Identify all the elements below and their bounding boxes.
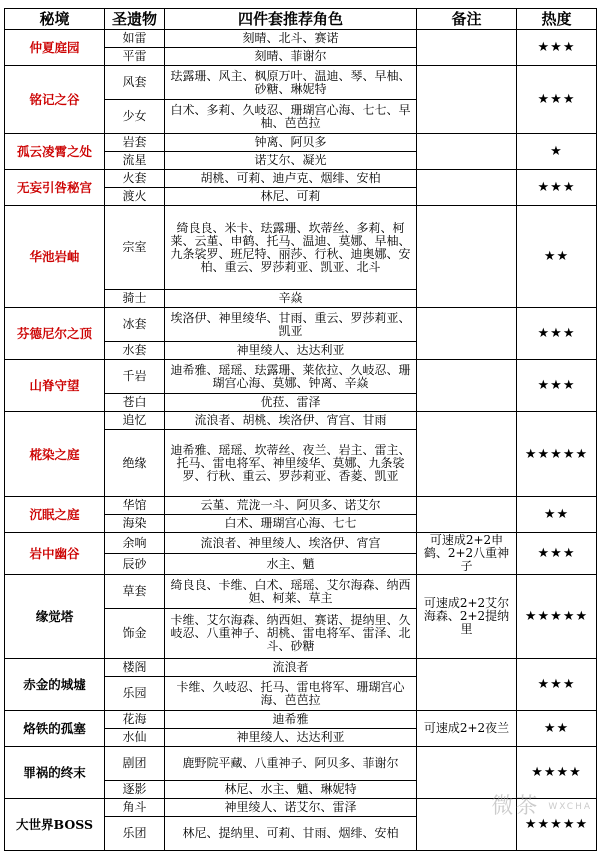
domain-name-cell: 赤金的城墟 xyxy=(5,659,105,711)
artifact-set-cell: 苍白 xyxy=(105,394,165,412)
artifact-set-cell: 水套 xyxy=(105,342,165,360)
artifact-recommendation-table xyxy=(4,8,597,851)
popularity-stars-cell: ★★★★ xyxy=(517,747,597,799)
domain-name-cell: 烙铁的孤塞 xyxy=(5,711,105,747)
artifact-set-cell: 追忆 xyxy=(105,412,165,430)
artifact-set-cell: 楼阁 xyxy=(105,659,165,677)
artifact-set-cell: 岩套 xyxy=(105,134,165,152)
recommended-characters-cell: 胡桃、可莉、迪卢克、烟绯、安柏 xyxy=(165,170,417,188)
note-cell: 可速成2+2申鹤、2+2八重神子 xyxy=(417,533,517,575)
header-recommended-characters: 四件套推荐角色 xyxy=(165,9,417,30)
popularity-stars-cell: ★ xyxy=(517,134,597,170)
recommended-characters-cell: 优菈、雷泽 xyxy=(165,394,417,412)
popularity-stars-cell: ★★ xyxy=(517,206,597,308)
artifact-set-cell: 草套 xyxy=(105,575,165,609)
domain-name-cell: 华池岩岫 xyxy=(5,206,105,308)
popularity-stars-cell: ★★★ xyxy=(517,66,597,134)
recommended-characters-cell: 林尼、水主、魈、琳妮特 xyxy=(165,781,417,799)
domain-name-cell: 芬德尼尔之顶 xyxy=(5,308,105,360)
domain-name-cell: 孤云凌霄之处 xyxy=(5,134,105,170)
recommended-characters-cell: 林尼、可莉 xyxy=(165,188,417,206)
recommended-characters-cell: 流浪者、胡桃、埃洛伊、宵宫、甘雨 xyxy=(165,412,417,430)
note-cell xyxy=(417,799,517,851)
popularity-stars-cell: ★★★ xyxy=(517,170,597,206)
artifact-set-cell: 火套 xyxy=(105,170,165,188)
table-row xyxy=(5,711,597,729)
header-domain: 秘境 xyxy=(5,9,105,30)
popularity-stars-cell: ★★★ xyxy=(517,30,597,66)
recommended-characters-cell: 白术、珊瑚宫心海、七七 xyxy=(165,515,417,533)
popularity-stars-cell: ★★★★★ xyxy=(517,799,597,851)
domain-name-cell: 无妄引咎秘宫 xyxy=(5,170,105,206)
popularity-stars-cell: ★★ xyxy=(517,711,597,747)
domain-name-cell: 铭记之谷 xyxy=(5,66,105,134)
artifact-set-cell: 饰金 xyxy=(105,609,165,659)
table-row xyxy=(5,206,597,290)
recommended-characters-cell: 迪希雅、瑶瑶、坎蒂丝、夜兰、岩主、雷主、托马、雷电将军、神里绫华、莫娜、九条裟罗、行秋、重云、罗莎莉亚、香菱、凯亚 xyxy=(165,430,417,497)
artifact-set-cell: 流星 xyxy=(105,152,165,170)
recommended-characters-cell: 神里绫人、诺艾尔、雷泽 xyxy=(165,799,417,817)
artifact-set-cell: 绝缘 xyxy=(105,430,165,497)
recommended-characters-cell: 珐露珊、风主、枫原万叶、温迪、琴、早柚、砂糖、琳妮特 xyxy=(165,66,417,100)
artifact-set-cell: 角斗 xyxy=(105,799,165,817)
recommended-characters-cell: 云堇、荒泷一斗、阿贝多、诺艾尔 xyxy=(165,497,417,515)
recommended-characters-cell: 鹿野院平藏、八重神子、阿贝多、菲谢尔 xyxy=(165,747,417,781)
recommended-characters-cell: 刻晴、菲谢尔 xyxy=(165,48,417,66)
recommended-characters-cell: 埃洛伊、神里绫华、甘雨、重云、罗莎莉亚、凯亚 xyxy=(165,308,417,342)
table-row xyxy=(5,308,597,342)
recommended-characters-cell: 刻晴、北斗、赛诺 xyxy=(165,30,417,48)
recommended-characters-cell: 白术、多莉、久岐忍、珊瑚宫心海、七七、早柚、芭芭拉 xyxy=(165,100,417,134)
note-cell xyxy=(417,30,517,66)
artifact-set-cell: 千岩 xyxy=(105,360,165,394)
artifact-set-cell: 余响 xyxy=(105,533,165,554)
table-row xyxy=(5,747,597,781)
recommended-characters-cell: 流浪者、神里绫人、埃洛伊、宵宫 xyxy=(165,533,417,554)
artifact-set-cell: 骑士 xyxy=(105,290,165,308)
artifact-set-cell: 乐园 xyxy=(105,677,165,711)
note-cell xyxy=(417,497,517,533)
note-cell xyxy=(417,659,517,711)
artifact-set-cell: 逐影 xyxy=(105,781,165,799)
note-cell xyxy=(417,170,517,206)
table-row xyxy=(5,170,597,188)
artifact-set-cell: 冰套 xyxy=(105,308,165,342)
recommended-characters-cell: 钟离、阿贝多 xyxy=(165,134,417,152)
recommended-characters-cell: 神里绫人、达达利亚 xyxy=(165,342,417,360)
header-artifact: 圣遗物 xyxy=(105,9,165,30)
recommended-characters-cell: 迪希雅 xyxy=(165,711,417,729)
domain-name-cell: 缘觉塔 xyxy=(5,575,105,659)
recommended-characters-cell: 诺艾尔、凝光 xyxy=(165,152,417,170)
artifact-set-cell: 乐团 xyxy=(105,817,165,851)
table-row xyxy=(5,66,597,100)
watermark-text: 微茶 xyxy=(491,794,540,819)
table-row xyxy=(5,360,597,394)
artifact-set-cell: 华馆 xyxy=(105,497,165,515)
artifact-set-cell: 剧团 xyxy=(105,747,165,781)
note-cell: 可速成2+2夜兰 xyxy=(417,711,517,747)
domain-name-cell: 罪祸的终末 xyxy=(5,747,105,799)
watermark-small-text: WXCHA xyxy=(548,802,592,812)
note-cell xyxy=(417,412,517,497)
artifact-set-cell: 海染 xyxy=(105,515,165,533)
header-note: 备注 xyxy=(417,9,517,30)
table-row xyxy=(5,533,597,554)
recommended-characters-cell: 神里绫人、达达利亚 xyxy=(165,729,417,747)
artifact-set-cell: 如雷 xyxy=(105,30,165,48)
popularity-stars-cell: ★★★ xyxy=(517,308,597,360)
artifact-set-cell: 少女 xyxy=(105,100,165,134)
recommended-characters-cell: 迪希雅、瑶瑶、珐露珊、莱依拉、久岐忍、珊瑚宫心海、莫娜、钟离、辛焱 xyxy=(165,360,417,394)
table-header-row xyxy=(5,9,597,30)
note-cell xyxy=(417,134,517,170)
popularity-stars-cell: ★★★★★ xyxy=(517,412,597,497)
artifact-set-cell: 渡火 xyxy=(105,188,165,206)
note-cell xyxy=(417,360,517,412)
note-cell xyxy=(417,308,517,360)
domain-name-cell: 椛染之庭 xyxy=(5,412,105,497)
domain-name-cell: 岩中幽谷 xyxy=(5,533,105,575)
note-cell xyxy=(417,66,517,134)
recommended-characters-cell: 卡维、久岐忍、托马、雷电将军、珊瑚宫心海、芭芭拉 xyxy=(165,677,417,711)
popularity-stars-cell: ★★★ xyxy=(517,533,597,575)
artifact-set-cell: 水仙 xyxy=(105,729,165,747)
recommended-characters-cell: 流浪者 xyxy=(165,659,417,677)
recommended-characters-cell: 绮良良、米卡、珐露珊、坎蒂丝、多莉、柯莱、云堇、申鹤、托马、温迪、莫娜、早柚、九条裟罗、班尼特、丽莎、行秋、迪奥娜、安柏、重云、罗莎莉亚、凯亚、北斗 xyxy=(165,206,417,290)
popularity-stars-cell: ★★★ xyxy=(517,360,597,412)
popularity-stars-cell: ★★★★★ xyxy=(517,575,597,659)
domain-name-cell: 大世界BOSS xyxy=(5,799,105,851)
table-body xyxy=(5,30,597,851)
recommendation-table-container xyxy=(4,8,596,851)
domain-name-cell: 山脊守望 xyxy=(5,360,105,412)
popularity-stars-cell: ★★★ xyxy=(517,659,597,711)
artifact-set-cell: 花海 xyxy=(105,711,165,729)
popularity-stars-cell: ★★ xyxy=(517,497,597,533)
table-row xyxy=(5,134,597,152)
recommended-characters-cell: 水主、魈 xyxy=(165,554,417,575)
table-row xyxy=(5,30,597,48)
note-cell: 可速成2+2艾尔海森、2+2提纳里 xyxy=(417,575,517,659)
domain-name-cell: 仲夏庭园 xyxy=(5,30,105,66)
recommended-characters-cell: 卡维、艾尔海森、纳西妲、赛诺、提纳里、久岐忍、八重神子、胡桃、雷电将军、雷泽、北斗、砂糖 xyxy=(165,609,417,659)
header-popularity: 热度 xyxy=(517,9,597,30)
recommended-characters-cell: 绮良良、卡维、白术、瑶瑶、艾尔海森、纳西妲、柯莱、草主 xyxy=(165,575,417,609)
artifact-set-cell: 平雷 xyxy=(105,48,165,66)
table-row xyxy=(5,412,597,430)
note-cell xyxy=(417,747,517,799)
domain-name-cell: 沉眠之庭 xyxy=(5,497,105,533)
table-row xyxy=(5,659,597,677)
artifact-set-cell: 辰砂 xyxy=(105,554,165,575)
table-row xyxy=(5,575,597,609)
artifact-set-cell: 风套 xyxy=(105,66,165,100)
table-row xyxy=(5,497,597,515)
note-cell xyxy=(417,206,517,308)
artifact-set-cell: 宗室 xyxy=(105,206,165,290)
table-row xyxy=(5,799,597,817)
recommended-characters-cell: 辛焱 xyxy=(165,290,417,308)
recommended-characters-cell: 林尼、提纳里、可莉、甘雨、烟绯、安柏 xyxy=(165,817,417,851)
